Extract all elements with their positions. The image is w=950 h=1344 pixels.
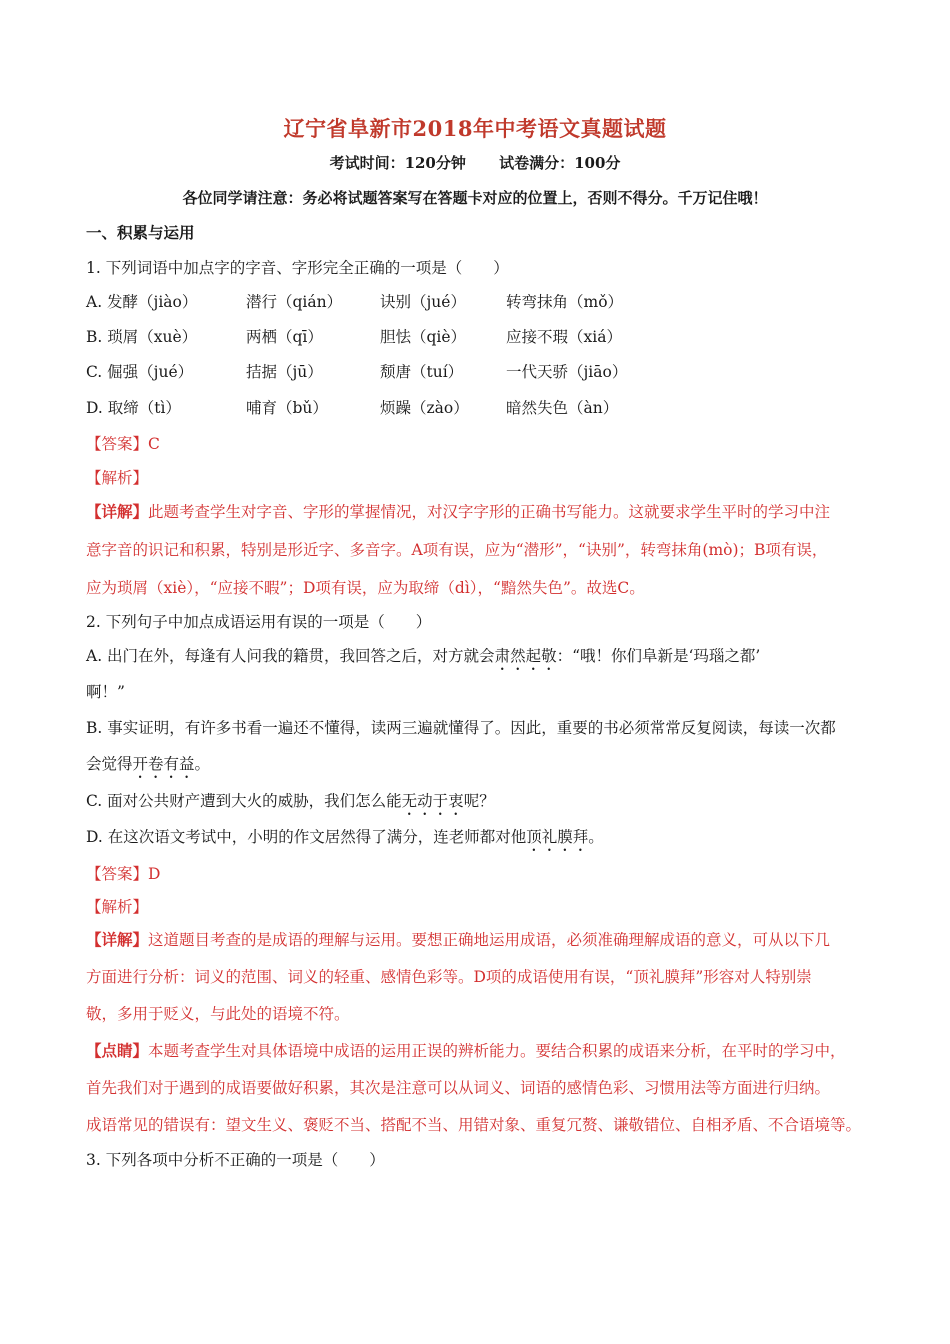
q2-detail-line-1 [86,928,830,950]
q3-stem: 3. 下列各项中分析不正确的一项是（ ） [86,1151,385,1169]
q2-a-idiom: 肃然起敬 [494,647,557,665]
q1-c-3: 颓唐（tuí） [380,363,464,381]
answer-value: D [148,865,161,883]
exam-time: 考试时间：120分钟 [329,154,466,172]
q1-d-4: 暗然失色（àn） [506,399,619,417]
q2-detail-line-2: 方面进行分析：词义的范围、词义的轻重、感情色彩等。D项的成语使用有误，“顶礼膜拜”形容对人特别崇 [86,968,812,986]
q1-detail-line-2: 意字音的识记和积累，特别是形近字、多音字。A项有误，应为“潜形”，“诀别”，转弯抹角(mò)；B项有误， [86,541,828,559]
detail-text: 这道题目考查的是成语的理解与运用。要想正确地运用成语，必须准确理解成语的意义，可从以下几 [148,931,831,949]
q2-c-line [86,789,495,819]
tip-text: 本题考查学生对具体语境中成语的运用正误的辨析能力。要结合积累的成语来分析，在平时的学习中， [148,1042,846,1060]
q2-b-text: 会觉得 [86,755,133,773]
q1-analysis-tag: 【解析】 [86,469,149,487]
q1-answer [86,432,160,454]
q1-b-3: 胆怯（qiè） [380,328,467,346]
q2-a-text: A. 出门在外，每逢有人问我的籍贯，我回答之后，对方就会 [86,647,495,665]
q2-answer [86,862,160,884]
q2-c-text: C. 面对公共财产遭到大火的威胁，我们怎么能 [86,792,402,810]
notice: 各位同学请注意：务必将试题答案写在答题卡对应的位置上，否则不得分。千万记住哦！ [182,189,768,207]
q2-a-text-2: ：“哦！你们阜新是‘玛瑙之都’ [556,647,761,665]
tip-tag: 【点睛】 [86,1041,149,1060]
exam-score: 试卷满分：100分 [499,154,621,172]
q2-tip-line-3: 成语常见的错误有：望文生义、褒贬不当、搭配不当、用错对象、重复冗赘、谦敬错位、自相矛盾、不合语境等。 [86,1116,862,1134]
q2-d-text-2: 。 [588,828,604,846]
q1-c-2: 拮据（jū） [246,363,323,381]
q2-b-line-1: B. 事实证明，有许多书看一遍还不懂得，读两三遍就懂得了。因此，重要的书必须常常反复阅读，每读一次都 [86,719,836,737]
q2-d-text: D. 在这次语文考试中，小明的作文居然得了满分，连老师都对他 [86,828,527,846]
q1-c-4: 一代天骄（jiāo） [506,363,628,381]
q2-b-line-2 [86,752,210,782]
q2-d-line [86,825,604,855]
page-title: 辽宁省阜新市2018年中考语文真题试题 [283,116,667,141]
q1-detail-line-1 [86,500,830,522]
q2-b-idiom: 开卷有益 [132,755,195,773]
q1-b-4: 应接不瑕（xiá） [506,328,622,346]
q1-stem: 1. 下列词语中加点字的字音、字形完全正确的一项是（ ） [86,259,509,277]
q2-stem: 2. 下列句子中加点成语运用有误的一项是（ ） [86,613,432,631]
q2-tip-line-2: 首先我们对于遇到的成语要做好积累，其次是注意可以从词义、词语的感情色彩、习惯用法等方面进行归纳。 [86,1079,831,1097]
detail-tag: 【详解】 [86,502,149,521]
detail-text: 此题考查学生对字音、字形的掌握情况，对汉字字形的正确书写能力。这就要求学生平时的学习中注 [148,503,831,521]
detail-tag: 【详解】 [86,930,149,949]
q1-d-1: D. 取缔（tì） [86,399,181,417]
q2-c-idiom: 无动于衷 [401,792,464,810]
q2-a-line-2: 啊！” [86,683,125,701]
answer-tag: 【答案】 [86,865,149,883]
q1-d-2: 哺育（bǔ） [246,399,328,417]
q1-b-2: 两栖（qī） [246,328,323,346]
q1-b-1: B. 琐屑（xuè） [86,328,198,346]
q2-a-line-1 [86,644,760,674]
q1-detail-line-3: 应为琐屑（xiè），“应接不暇”；D项有误，应为取缔（dì），“黯然失色”。故选C。 [86,579,645,597]
q1-a-2: 潜行（qián） [246,293,343,311]
q2-tip-line-1 [86,1039,846,1061]
q1-d-3: 烦躁（zào） [380,399,469,417]
q2-analysis-tag: 【解析】 [86,898,149,916]
q1-a-4: 转弯抹角（mǒ） [506,293,624,311]
q1-a-1: A. 发酵（jiào） [86,293,198,311]
q2-detail-line-3: 敬，多用于贬义，与此处的语境不符。 [86,1005,350,1023]
q1-a-3: 诀别（jué） [380,293,466,311]
q2-c-text-2: 呢？ [463,792,495,810]
section-heading: 一、积累与运用 [86,223,195,242]
q2-b-text-2: 。 [194,755,211,773]
q2-d-idiom: 顶礼膜拜 [526,828,589,846]
answer-tag: 【答案】 [86,435,149,453]
answer-value: C [148,435,160,453]
exam-meta [0,152,950,173]
q1-c-1: C. 倔强（jué） [86,363,194,381]
